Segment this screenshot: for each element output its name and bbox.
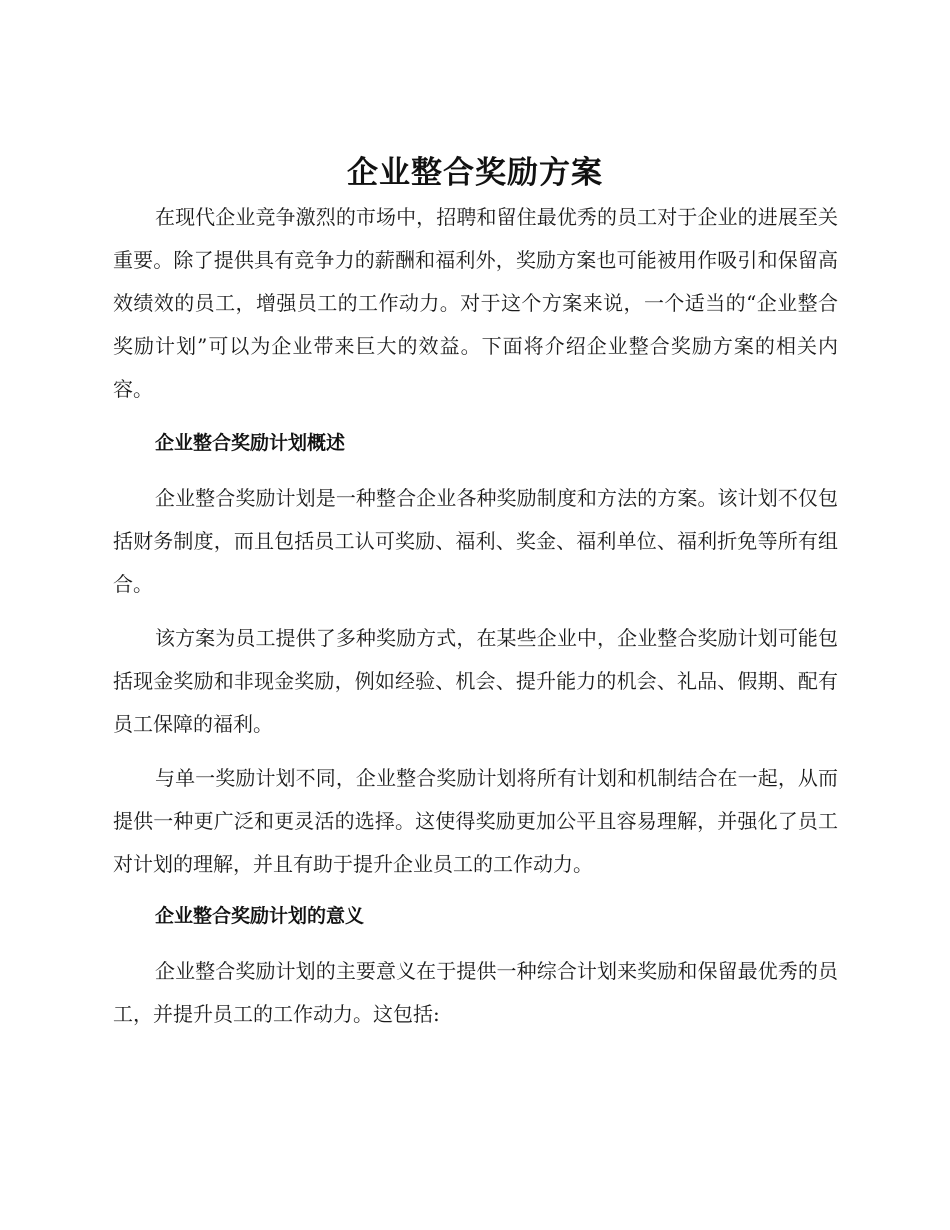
overview-paragraph-3: 与单一奖励计划不同，企业整合奖励计划将所有计划和机制结合在一起，从而提供一种更广泛和更灵活的选择。这使得奖励更加公平且容易理解，并强化了员工对计划的理解，并且有助于提升企业员工的工作动力。 xyxy=(113,766,838,876)
intro-paragraph: 在现代企业竞争激烈的市场中，招聘和留住最优秀的员工对于企业的进展至关重要。除了提供具有竞争力的薪酬和福利外，奖励方案也可能被用作吸引和保留高效绩效的员工，增强员工的工作动力。对于这个方案来说，一个适当的“企业整合奖励计划”可以为企业带来巨大的效益。下面将介绍企业整合奖励方案的相关内容。 xyxy=(113,205,838,401)
overview-paragraph-1: 企业整合奖励计划是一种整合企业各种奖励制度和方法的方案。该计划不仅包括财务制度，而且包括员工认可奖励、福利、奖金、福利单位、福利折免等所有组合。 xyxy=(113,486,838,596)
section-heading-overview: 企业整合奖励计划概述 xyxy=(155,432,346,454)
document-title: 企业整合奖励方案 xyxy=(347,155,603,191)
section-heading-significance: 企业整合奖励计划的意义 xyxy=(155,905,365,927)
overview-paragraph-2: 该方案为员工提供了多种奖励方式，在某些企业中，企业整合奖励计划可能包括现金奖励和非现金奖励，例如经验、机会、提升能力的机会、礼品、假期、配有员工保障的福利。 xyxy=(113,626,838,736)
significance-paragraph-1: 企业整合奖励计划的主要意义在于提供一种综合计划来奖励和保留最优秀的员工，并提升员工的工作动力。这包括: xyxy=(113,959,838,1026)
